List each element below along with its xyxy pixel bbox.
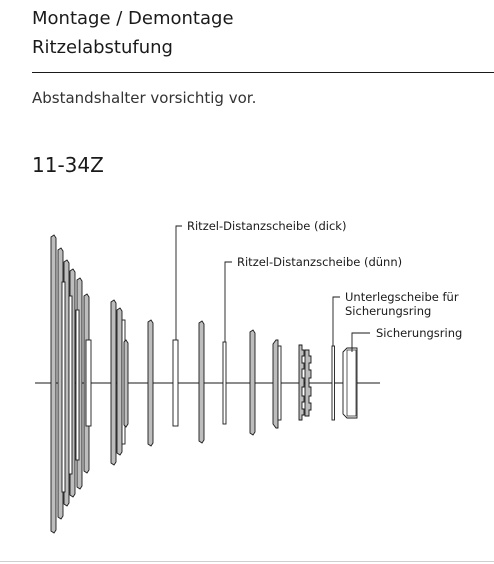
label-washer-line2: Sicherungsring	[345, 304, 432, 318]
lockring-washer	[332, 346, 335, 420]
page-bottom-divider	[0, 561, 494, 562]
sprocket	[250, 330, 255, 435]
label-spacer-thin: Ritzel-Distanzscheibe (dünn)	[237, 255, 403, 269]
sprocket	[148, 320, 153, 446]
sprocket	[199, 321, 204, 443]
label-lockring: Sicherungsring	[376, 326, 463, 340]
sprocket	[273, 340, 278, 428]
lockring-body	[347, 350, 356, 416]
spacer	[278, 346, 281, 420]
middle-sprocket-group	[111, 300, 128, 465]
leader-lines	[176, 226, 370, 352]
cassette-variant-label: 11-34Z	[32, 153, 104, 177]
section-subtitle: Ritzelabstufung	[32, 37, 173, 58]
intro-text: Abstandshalter vorsichtig vor.	[32, 89, 257, 107]
large-sprocket-cluster	[51, 235, 91, 533]
spacer-thick	[173, 340, 178, 426]
label-spacer-thick: Ritzel-Distanzscheibe (dick)	[187, 219, 347, 233]
label-washer-line1: Unterlegscheibe für	[345, 290, 459, 304]
section-title: Montage / Demontage	[32, 8, 234, 29]
smallest-sprocket	[299, 345, 304, 420]
spacer-thin	[223, 342, 226, 424]
